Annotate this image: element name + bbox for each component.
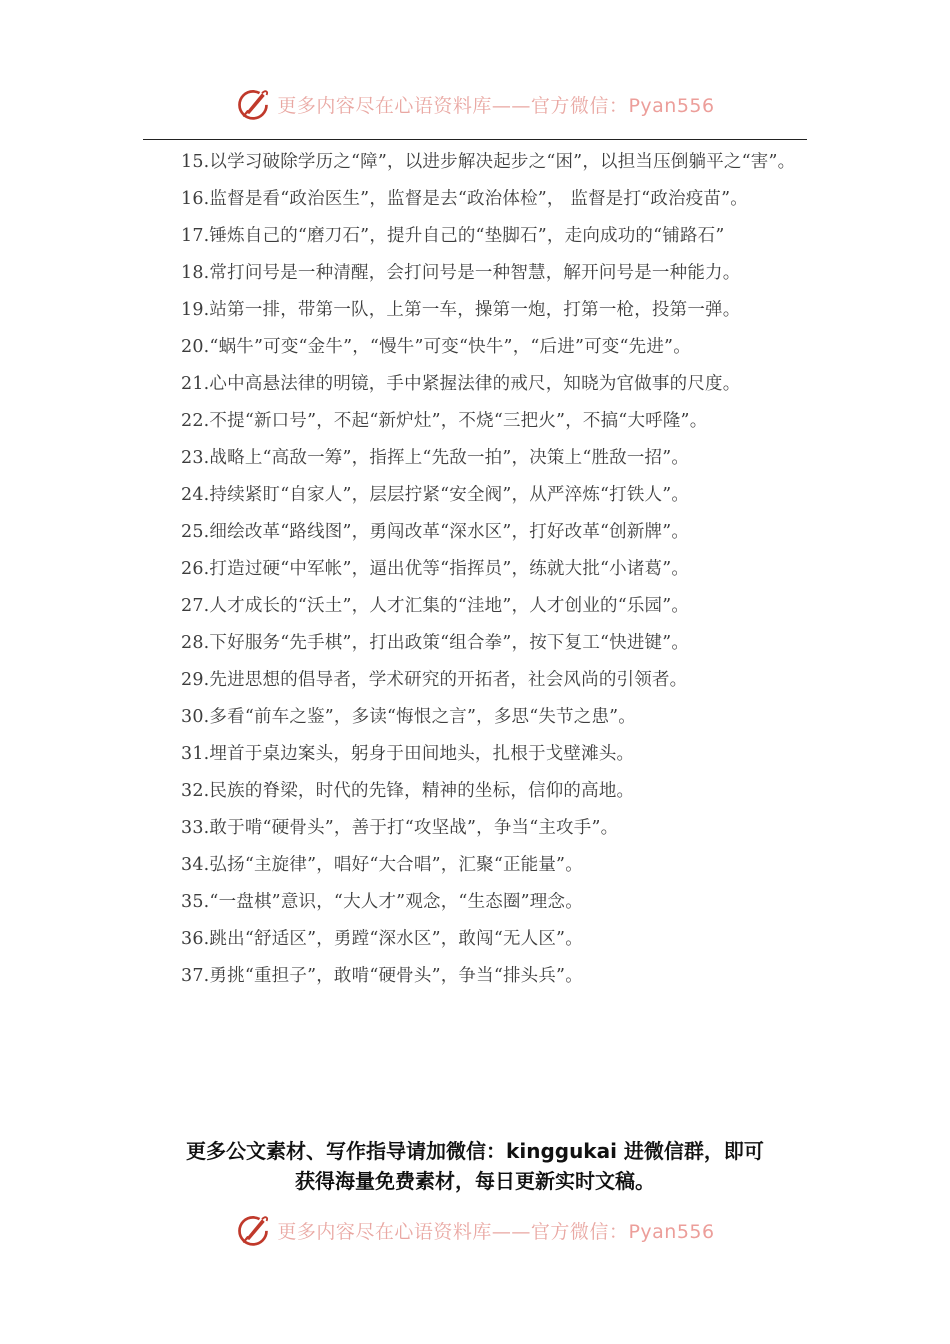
- footer-banner-text: [277, 1217, 714, 1244]
- paragraph-25: 25.细绘改革“路线图”，勇闯改革“深水区”，打好改革“创新牌”。: [181, 522, 690, 542]
- paragraph-15: 15.以学习破除学历之“障”，以进步解决起步之“困”，以担当压倒躺平之“害”。: [181, 152, 796, 172]
- quill-logo-icon: [235, 86, 271, 122]
- paragraph-24: 24.持续紧盯“自家人”，层层拧紧“安全阀”，从严淬炼“打铁人”。: [181, 485, 690, 505]
- paragraph-16: 16.监督是看“政治医生”，监督是去“政治体检”， 监督是打“政治疫苗”。: [181, 189, 748, 209]
- header-banner-inner: [235, 86, 714, 122]
- header-brand: 更多内容尽在心语资料库: [277, 94, 492, 117]
- footer-banner: [0, 1208, 950, 1252]
- paragraph-23: 23.战略上“高敌一筹”，指挥上“先敌一拍”，决策上“胜敌一招”。: [181, 448, 690, 468]
- header-dash: ——: [491, 94, 531, 117]
- paragraph-27: 27.人才成长的“沃土”，人才汇集的“洼地”，人才创业的“乐园”。: [181, 596, 690, 616]
- document-body: [143, 150, 815, 1001]
- footer-banner-inner: [235, 1212, 714, 1248]
- paragraph-19: 19.站第一排，带第一队，上第一车，操第一炮，打第一枪，投第一弹。: [181, 300, 741, 320]
- paragraph-28: 28.下好服务“先手棋”，打出政策“组合拳”，按下复工“快进键”。: [181, 633, 690, 653]
- footer-brand: 更多内容尽在心语资料库: [277, 1220, 492, 1243]
- paragraph-37: 37.勇挑“重担子”，敢啃“硬骨头”，争当“排头兵”。: [181, 966, 583, 986]
- paragraph-17: 17.锤炼自己的“磨刀石”，提升自己的“垫脚石”，走向成功的“铺路石”: [181, 226, 725, 246]
- paragraph-34: 34.弘扬“主旋律”，唱好“大合唱”，汇聚“正能量”。: [181, 855, 583, 875]
- footer-dash: ——: [491, 1220, 531, 1243]
- header-banner: [0, 82, 950, 126]
- paragraph-31: 31.埋首于桌边案头，躬身于田间地头，扎根于戈壁滩头。: [181, 744, 635, 764]
- header-wechat-id: Pyan556: [628, 94, 715, 117]
- paragraph-21: 21.心中高悬法律的明镜，手中紧握法律的戒尺，知晓为官做事的尺度。: [181, 374, 741, 394]
- paragraph-32: 32.民族的脊梁，时代的先锋，精神的坐标，信仰的高地。: [181, 781, 635, 801]
- paragraph-20: 20.“蜗牛”可变“金牛”，“慢牛”可变“快牛”，“后进”可变“先进”。: [181, 337, 691, 357]
- header-banner-text: [277, 91, 714, 118]
- paragraph-22: 22.不提“新口号”，不起“新炉灶”，不烧“三把火”，不搞“大呼隆”。: [181, 411, 708, 431]
- paragraph-33: 33.敢于啃“硬骨头”，善于打“攻坚战”，争当“主攻手”。: [181, 818, 619, 838]
- promo-notice: [140, 1136, 810, 1196]
- promo-line-1: 更多公文素材、写作指导请加微信：kinggukai 进微信群，即可: [186, 1139, 764, 1163]
- footer-wechat-label: 官方微信：: [530, 1220, 629, 1243]
- promo-line-2: 获得海量免费素材，每日更新实时文稿。: [295, 1169, 655, 1193]
- paragraph-18: 18.常打问号是一种清醒，会打问号是一种智慧，解开问号是一种能力。: [181, 263, 741, 283]
- paragraph-29: 29.先进思想的倡导者，学术研究的开拓者，社会风尚的引领者。: [181, 670, 688, 690]
- quill-logo-icon: [235, 1212, 271, 1248]
- paragraph-26: 26.打造过硬“中军帐”，逼出优等“指挥员”，练就大批“小诸葛”。: [181, 559, 690, 579]
- paragraph-36: 36.跳出“舒适区”，勇蹚“深水区”，敢闯“无人区”。: [181, 929, 583, 949]
- paragraph-30: 30.多看“前车之鉴”，多读“悔恨之言”，多思“失节之患”。: [181, 707, 637, 727]
- header-wechat-label: 官方微信：: [530, 94, 629, 117]
- footer-wechat-id: Pyan556: [628, 1220, 715, 1243]
- paragraph-35: 35.“一盘棋”意识，“大人才”观念，“生态圈”理念。: [181, 892, 583, 912]
- header-divider: [143, 139, 807, 140]
